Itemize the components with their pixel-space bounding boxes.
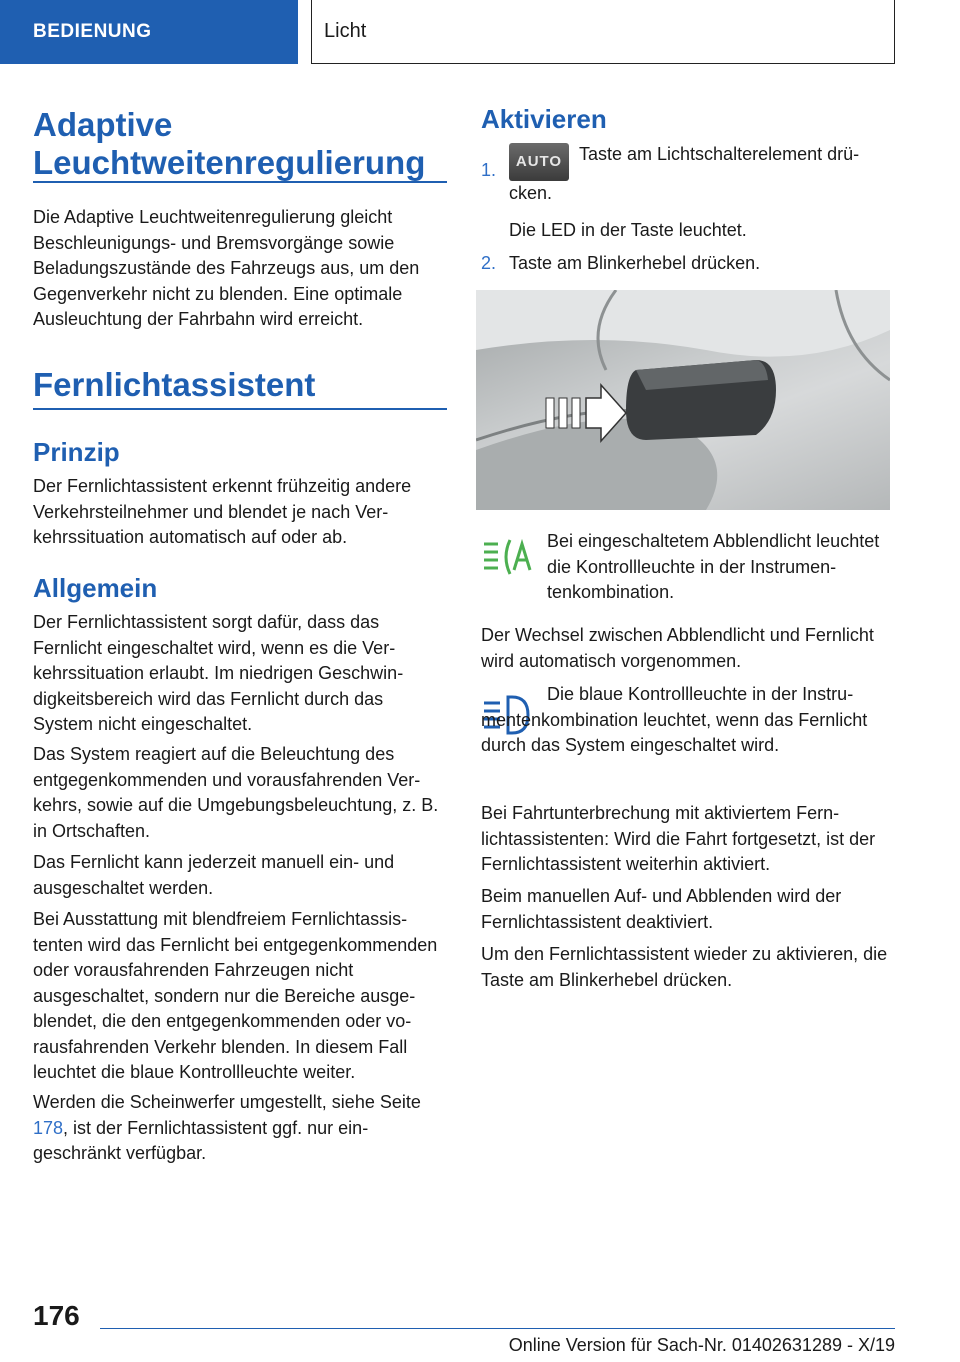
turn-signal-lever-image — [476, 290, 890, 510]
step-1-text: Taste am Lichtschalterelement drücken. — [509, 144, 860, 203]
green-auto-headlight-icon — [482, 536, 532, 578]
prinzip-heading: Prinzip — [33, 437, 120, 467]
intro-paragraph: Die Adaptive Leuchtweitenregulierung gleicht Beschleunigungs- und Bremsvorgänge sowie Beladungszustände des Fahrzeugs aus, um den Gegenverkehr nicht zu blenden. Eine optimale Ausleuchtung der Fahrbahn wird erreicht. — [33, 207, 420, 329]
footer-divider — [100, 1328, 895, 1329]
step-2-text: Taste am Blinkerhebel drücken. — [509, 253, 761, 273]
right-paragraph-3: Beim manuellen Auf- und Abblenden wird der Fernlichtassistent deaktiviert. — [481, 886, 842, 932]
allgemein-paragraph-5 — [33, 1090, 447, 1167]
step-1-subtext: Die LED in der Taste leuchtet. — [509, 220, 747, 240]
allgemein-paragraph-4: Bei Ausstattung mit blendfreiem Fernlichtassistenten wird das Fernlicht bei entgegenkommenden oder vorausfahrenden Fahrzeugen nicht ausgeschaltet, sondern nur die Bereiche ausgeblendet, die den entgegenkommenden oder vorausfahrenden Verkehr blenden. In diesem Fall leuchtet die blaue Kontrollleuchte weiter. — [33, 909, 438, 1082]
right-paragraph-2: Bei Fahrtunterbrechung mit aktiviertem Fernlichtassistenten: Wird die Fahrt fortgesetzt, ist der Fernlichtassistent weiterhin aktiviert. — [481, 803, 876, 874]
step-2-number: 2. — [481, 253, 497, 273]
page-title — [33, 106, 447, 182]
allgemein-paragraph-3: Das Fernlicht kann jederzeit manuell ein- und ausgeschaltet werden. — [33, 852, 395, 898]
page-number: 176 — [33, 1300, 80, 1331]
note-1-text: Bei eingeschaltetem Abblendlicht leuchtet die Kontrollleuchte in der Instrumentenkombination. — [547, 531, 880, 602]
auto-button-icon: AUTO — [509, 143, 569, 181]
step-1-number: 1. — [481, 160, 497, 180]
page-link-178[interactable]: 178 — [33, 1117, 64, 1138]
section-tab[interactable]: BEDIENUNG — [0, 0, 298, 64]
online-version-text: Online Version für Sach-Nr. 01402631289 - X/19 — [508, 1335, 895, 1355]
note-2-text: Die blaue Kontrollleuchte in der Instrumentenkombination leuchtet, wenn das Fernlicht durch das System eingeschaltet wird. — [481, 684, 868, 755]
right-paragraph-4: Um den Fernlichtassistent wieder zu aktivieren, die Taste am Blinkerhebel drücken. — [481, 944, 888, 990]
step-1 — [481, 142, 891, 207]
allgemein-heading: Allgemein — [33, 573, 158, 603]
allgemein-paragraph-1: Der Fernlichtassistent sorgt dafür, dass das Fernlicht eingeschaltet wird, wenn es die Verkehrssituation erlaubt. Im niedrigen Geschwindigkeitsbereich wird das Fernlicht durch das System nicht eingeschaltet. — [33, 612, 404, 734]
p5-text-pre: Werden die Scheinwerfer umgestellt, siehe Seite — [33, 1092, 421, 1112]
right-paragraph-1: Der Wechsel zwischen Abblendlicht und Fernlicht wird automatisch vorgenommen. — [481, 625, 874, 671]
chapter-tab[interactable]: Licht — [311, 0, 895, 64]
section-title: Fernlichtassistent — [33, 366, 316, 403]
allgemein-paragraph-2: Das System reagiert auf die Beleuchtung des entgegenkommenden und vorausfahrenden Verkehrs, sowie auf die Umgebungsbeleuchtung, z. B. in Ortschaften. — [33, 744, 439, 841]
aktivieren-heading: Aktivieren — [481, 104, 607, 134]
step-2 — [481, 251, 891, 277]
title-divider — [33, 181, 447, 183]
p5-text-post: , ist der Fernlichtassistent ggf. nur eingeschränkt verfügbar. — [33, 1117, 369, 1163]
lever-illustration-icon — [476, 290, 890, 510]
page-title-line1: Adaptive — [33, 106, 173, 143]
page-title-line2: Leuchtweitenregulierung — [33, 144, 426, 181]
section-divider — [33, 408, 447, 410]
prinzip-paragraph: Der Fernlichtassistent erkennt frühzeitig andere Verkehrsteilnehmer und blendet je nach Verkehrssituation automatisch auf oder ab. — [33, 476, 412, 547]
